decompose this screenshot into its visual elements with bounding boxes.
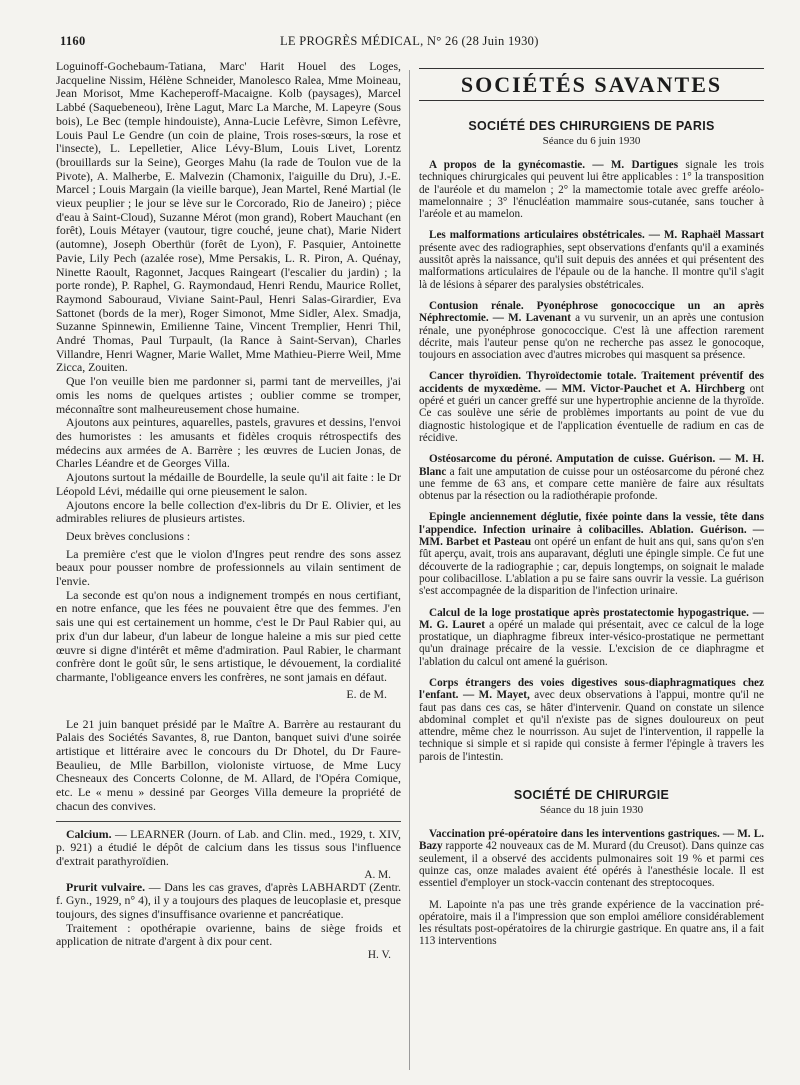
seance-date: Séance du 18 juin 1930 (539, 804, 644, 817)
entry-text: a vu survenir, un an après une contusion rénale, une pyonéphrose gonococcique. C'est là une affection rarement décrite, mais l'auteur pense qu'on ne recherche pas assez le gonocoque, toujours en association avec d'autres microbes qui masquent sa présence. (419, 312, 764, 362)
society-entry (419, 300, 764, 361)
seance-date: Séance du 6 juin 1930 (542, 135, 641, 147)
note-signature: H. V. (367, 949, 391, 962)
entry-title: Contusion rénale. Pyonéphrose gonococcique un an après Néphrectomie. — M. Lavenant (419, 299, 764, 325)
entry-title: Calcul de la loge prostatique après prostatectomie hypogastrique. — M. G. Lauret (419, 606, 764, 631)
society-entry (419, 828, 764, 889)
society-entry (419, 453, 764, 502)
entry-title: Vaccination pré-opératoire dans les interventions gastriques. — M. L. Bazy (419, 828, 764, 853)
body-paragraph: Ajoutons encore la belle collection d'ex-libris du Dr E. Olivier, et les admirables reliures de plusieurs artistes. (56, 497, 401, 526)
entry-title: Ostéosarcome du péroné. Amputation de cuisse. Guérison. — M. H. Blanc (419, 453, 764, 478)
note-prurit (56, 881, 401, 922)
body-paragraph: La seconde est qu'on nous a indignement trompés en nous certifiant, en notre enfance, que les fées ne pouvaient être que des femmes. J'en sais une qui est certainement un homme, c'est le Dr Paul Rabier qui, au prix d'un dur labeur, d'un labeur de longue haleine a mis sur pied cette œuvre si digne d'intérêt et même d'admiration. Paul Rabier, le charmant confrère dont le goût sûr, le sens artistique, le dévouement, la cordialité charmante, l'obligeance envers les confrères, ne sont jamais en défaut. (56, 587, 401, 684)
society-entry (419, 677, 764, 763)
note-title: Calcium. (66, 826, 112, 841)
society-title: SOCIÉTÉ DES CHIRURGIENS DE PARIS (468, 119, 715, 133)
body-paragraph: Que l'on veuille bien me pardonner si, parmi tant de merveilles, j'ai omis les noms de quelques artistes ; oublier comme se tromper, méconnaître sont malheureusement chose humaine. (56, 374, 401, 416)
section-banner: SOCIÉTÉS SAVANTES (419, 68, 764, 101)
society-entry (419, 607, 764, 668)
entry-text: ont opéré et guéri un cancer greffé sur une hypertrophie ancienne de la thyroïde. Ce cas soulève une série de problèmes importants au point de vue du diagnostic histologique et de l'application éventuelle de radium en cas de récidive. (419, 382, 764, 444)
entry-text: ont opéré un enfant de huit ans qui, sans qu'on s'en fût aperçu, avait, trois ans auparavant, dégluti une épingle simple. Ce fut une découverte de la radiographie ; car, depuis longtemps, on soignait le malade pour colibacillose. L'ablation a pu se faire sans ouvrir la vessie. La guérison s'est accompagnée de la disparition de l'infection urinaire. (419, 536, 764, 598)
banquet-paragraph: Le 21 juin banquet présidé par le Maître A. Barrère au restaurant du Palais des Sociétés Savantes, 8, rue Danton, banquet suivi d'une soirée artistique et littéraire avec le concours du Dr Dhotel, du Dr Faure-Beaulieu, de Mlle Barbillon, violoniste virtuose, de Mme Lucy Chesneaux des Concerts Colonne, de M. Allard, de l'Opéra Comique, etc. Le « menu » dessiné par Georges Villa demeure la propriété de chacun des convives. (56, 716, 401, 813)
body-paragraph: La première c'est que le violon d'Ingres peut rendre des sons assez beaux pour pousser nombre de professionnels au vilain sentiment de l'envie. (56, 546, 401, 589)
entry-title: Les malformations articulaires obstétricales. — M. Raphaël Massart (429, 229, 764, 242)
society-entry (419, 511, 764, 597)
society-entry (419, 899, 764, 948)
society-entry (419, 370, 764, 444)
entry-title: Corps étrangers des voies digestives sous-diaphragmatiques chez l'enfant. — M. Mayet, (419, 676, 764, 702)
entry-text: a fait une amputation de cuisse pour un ostéosarcome du péroné chez une femme de 63 ans, et compare cette manière de faire aux résultats obtenus par la résection ou la radiothérapie profonde. (419, 465, 764, 503)
entry-text: M. Lapointe n'a pas une très grande expérience de la vaccination pré-opératoire, mais il a l'impression que son emploi améliore considérablement les résultats post-opératoires de la chirurgie gastrique. En quatre ans, il a fait 113 interventions (419, 898, 764, 948)
society-title: SOCIÉTÉ DE CHIRURGIE (513, 788, 670, 803)
note-text: Traitement : opothérapie ovarienne, bains de siège froids et application de nitrate d'argent à dix pour cent. (56, 920, 401, 949)
note-text: — LEARNER (Journ. of Lab. and Clin. med., 1929, t. XIV, p. 921) a étudié le dépôt de calcium dans les tissus sous l'influence d'extrait parathyroïdien. (56, 826, 401, 868)
horizontal-rule (56, 821, 401, 822)
signature: E. de M. (346, 686, 387, 701)
page-header (60, 34, 760, 52)
body-paragraph: Ajoutons aux peintures, aquarelles, pastels, gravures et dessins, l'envoi des humoristes : les amusants et fidèles croquis rétrospectifs des médecins aux armées de A. Barrère ; les œuvres de Lucien Jonas, de Charles Léandre et de Georges Villa. (56, 415, 401, 471)
entry-text: a opéré un malade qui présentait, avec ce calcul de la loge prostatique, un diaphragme fibreux inter-vésico-prostatique ne permettant qu'un drainage précaire de la vessie. L'excision de ce diaphragme et l'ablation du calcul ont amené la guérison. (419, 618, 764, 668)
body-paragraph: Ajoutons surtout la médaille de Bourdelle, la seule qu'il ait faite : le Dr Léopold Lévi, médaille qui orne pieusement le salon. (56, 470, 401, 498)
note-treatment (56, 922, 401, 949)
note-signature: A. M. (364, 868, 391, 881)
entry-title: Epingle anciennement déglutie, fixée pointe dans la vessie, tête dans l'appendice. Infection urinaire à colibacilles. Ablation. Guérison. — MM. Barbet et Pasteau (419, 511, 764, 549)
entry-text: rapporte 42 nouveaux cas de M. Murard (du Creusot). Dans quinze cas seulement, il a observé des accidents pulmonaires soit 19 % et parmi ces quinze cas, onze malades avaient été opérés à l'anesthésie locale. Il est essentiel d'employer un stock-vaccin contenant des streptocoques. (419, 840, 764, 890)
column-divider (409, 70, 410, 1070)
entry-text: présente avec des radiographies, sept observations d'enfants qu'il a examinés aussitôt après la naissance, qu'il suit depuis des années et qui présentent des malformations articulaires de l'épaule ou de la hanche. Il montre qu'il s'agit là de lésions à séparer des paralysies obstétricales. (419, 241, 764, 291)
entry-text: avec deux observations à l'appui, montre qu'il ne faut pas dans ces cas, se hâter d'intervenir. Quand on constate un silence abdominal complet et qu'il n'existe pas de signes douloureux on peut attendre, même chez le nourrisson. Au sujet de l'intervention, il rappelle la technique si simple et si rapide qui consiste à fermer l'épingle à travers les parois de l'intestin. (419, 689, 764, 763)
artist-list-paragraph: Loguinoff-Gochebaum-Tatiana, Marc' Harit Houel des Loges, Jacqueline Nissim, Hélène Schneider, Manolesco Ralea, Mme Moineau, Jean Morisot, Mme Kacheperoff-Macaigne. Kolb (paysages), Marcel Labbé (Saquebeneou), Irène Lagut, Marc La Marche, M. Lapeyre (Sous bois), Le Bec (temple hindouiste), Anna-Lucie Lefèvre, Simon Lefèvre, Louis Paul Le Gendre (un coin de plaine, Trois roses-sœurs, la rose et l'insecte), L. Lepelletier, Alice Lévy-Blum, Louis Livet, Lorentz (brouillards sur la Seine), Georges Mahu (la rade de Toulon vue de la Pivote), A. Malherbe, E. Malvezin (Chamonix, l'aiguille du Dru), J.-E. Marcel ; Louis Margain (la vieille barque), Jean Martel, René Martial (le vieux peuplier ; le jour se lève sur le Corcorado, Rio de Janeiro) ; pièce d'eau à Saint-Cloud), Suzanne Mérot (mon grand), Robert Mauchant (en forêt), Louis Métayer (vautour, tigre couché, jeune chat), Marie Nidert (automne), Joseph Oberthür (forêt de Lyon), F. Pasquier, Antoinette Pavie, Lily Pech (azalée rose), Mme Persakis, L. R. Piron, A. Quénay, Ninette Raoult, Ragonnet, Jacques Raingeart (l'escalier du jardin) ; la porte ronde), P. Raphel, G. Raymondaud, Henri Rendu, Maurice Rollet, Raymond Sabouraud, Viviane Saint-Paul, Henri Salas-Girardier, Eva Sattonet (bords de la mer), Roger Simonot, Mme Sidler, Alex. Smadja, Suzanne Spinnewin, Emilienne Taine, Vincent Tremplier, Henri Thil, André Thomas, Paul Turpault, (la Rance à Saint-Servan), Charles Villandre, Henri Wagner, Marie Wallet, Mme Mathieu-Pierre Weil, Mme Zicca, Zouiten. (56, 59, 401, 375)
body-paragraph: Deux brèves conclusions : (66, 528, 191, 543)
entry-title: A propos de la gynécomastie. — M. Dartigues (429, 159, 679, 171)
society-entry (419, 159, 764, 220)
note-calcium (56, 828, 401, 869)
running-title: LE PROGRÈS MÉDICAL, N° 26 (28 Juin 1930) (280, 34, 539, 48)
entry-text: signale les trois techniques chirurgicales qui peuvent lui être applicables : 1° la transposition de l'auréole et du mamelon ; 2° la mamectomie totale avec greffe aréolo-mamelonnaire ; 3° l'énucléation mammaire sous-cutanée, sans toucher à l'aréole et au mamelon. (419, 159, 764, 221)
right-column (419, 60, 764, 957)
note-text: — Dans les cas graves, d'après LABHARDT (Zentr. f. Gyn., 1929, n° 4), il y a toujours des plaques de leucoplasie et, presque toujours, des signes d'insuffisance ovarienne et pancréatique. (56, 879, 401, 922)
left-column (56, 60, 401, 961)
page-number: 1160 (60, 34, 86, 48)
note-title: Prurit vulvaire. (66, 879, 146, 894)
society-entry (419, 229, 764, 290)
entry-title: Cancer thyroïdien. Thyroïdectomie totale. Traitement préventif des accidents de myxœdème. — MM. Victor-Pauchet et A. Hirchberg (419, 370, 764, 395)
